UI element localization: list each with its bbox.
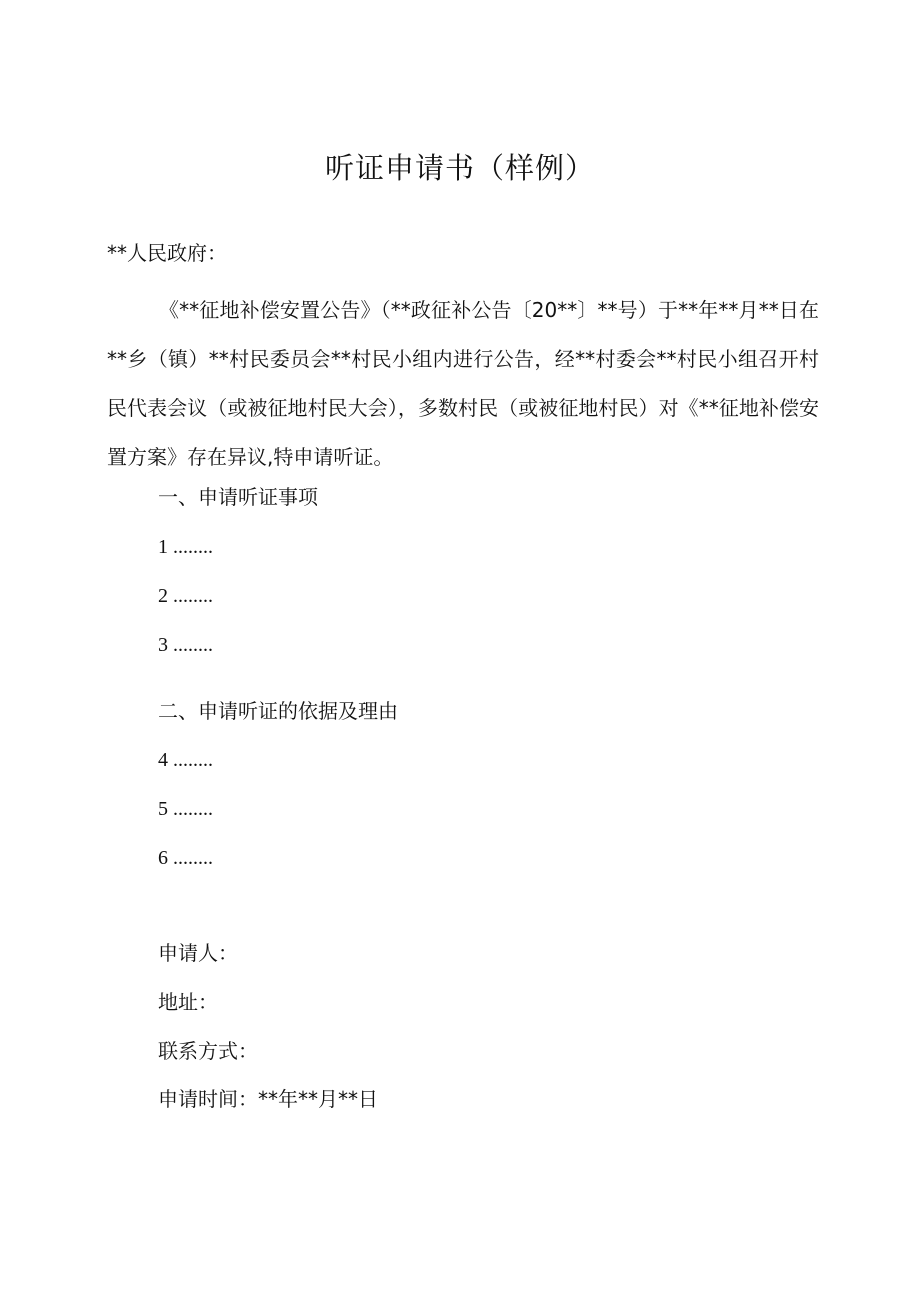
list-item: 5 ........ [158,798,213,820]
document-title: 听证申请书（样例） [324,151,595,185]
list-item: 2 ........ [158,585,213,607]
application-date: 申请时间：**年**月**日 [158,1087,378,1111]
list-item: 6 ........ [158,847,213,869]
salutation: **人民政府： [107,241,227,265]
list-item: 4 ........ [158,749,213,771]
section-heading-basis: 二、申请听证的依据及理由 [158,699,398,723]
body-paragraph-text: 《**征地补偿安置公告》（**政征补公告〔20**〕**号）于**年**月**日在**乡（镇）**村民委员会**村民小组内进行公告，经**村委会**村民小组召开村民代表会议（或被征地村民大会），多数村民（或被征地村民）对《**征地补偿安置方案》存在异议,特申请听证。 [107,298,819,469]
list-item: 1 ........ [158,536,213,558]
list-item: 3 ........ [158,634,213,656]
body-paragraph [107,286,819,482]
contact-label: 联系方式： [158,1039,258,1063]
section-heading-matters: 一、申请听证事项 [158,485,318,509]
applicant-label: 申请人： [158,941,238,965]
address-label: 地址： [158,990,218,1014]
